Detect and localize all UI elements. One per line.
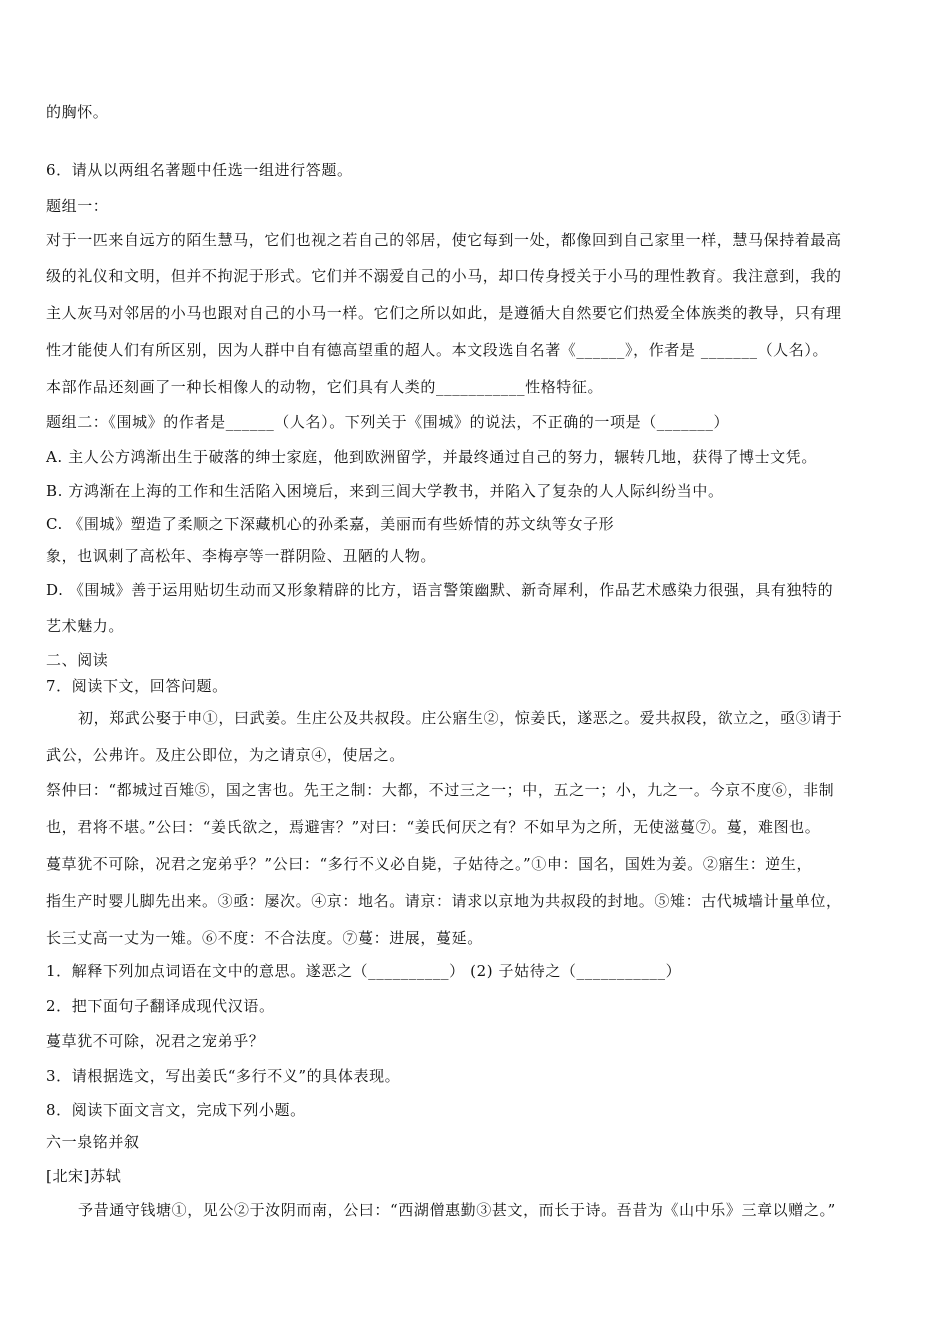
option-c-continued: 象，也讽刺了高松年、李梅亭等一群阴险、丑陋的人物。 bbox=[46, 547, 437, 565]
translation-sentence: 蔓草犹不可除，况君之宠弟乎？ bbox=[46, 1032, 265, 1050]
text-line: 级的礼仪和文明，但并不拘泥于形式。它们并不溺爱自己的小马，却口传身授关于小马的理性教育。我注意到，我的 bbox=[46, 267, 842, 285]
passage-line: 予昔通守钱塘①，见公②于汝阴而南，公曰：“西湖僧惠勤③甚文，而长于诗。吾昔为《山中乐》三章以赠之。” bbox=[78, 1201, 836, 1219]
passage-author: [北宋]苏轼 bbox=[46, 1167, 122, 1185]
text-line: 主人灰马对邻居的小马也跟对自己的小马一样。它们之所以如此，是遵循大自然要它们热爱全体族类的教导，只有理 bbox=[46, 304, 842, 322]
option-d-continued: 艺术魅力。 bbox=[46, 617, 125, 635]
text-line: 性才能使人们有所区别，因为人群中自有德高望重的超人。本文段选自名著《______》，作者是 _______（人名）。 bbox=[46, 341, 829, 359]
option-d: D. 《围城》善于运用贴切生动而又形象精辟的比方，语言警策幽默、新奇犀利，作品艺术感染力很强，具有独特的 bbox=[46, 581, 834, 599]
passage-line: 蔓草犹不可除，况君之宠弟乎？”公曰：“多行不义必自毙，子姑待之。”①申：国名，国姓为姜。②寤生：逆生， bbox=[46, 855, 813, 873]
group-two-question: 题组二：《围城》的作者是______（人名）。下列关于《围城》的说法，不正确的一项是（_______） bbox=[46, 413, 730, 431]
sub-question-1: 1．解释下列加点词语在文中的意思。遂恶之（__________） (2) 子姑待之（___________） bbox=[46, 962, 682, 980]
notes-line: 长三丈高一丈为一雉。⑥不度：不合法度。⑦蔓：进展，蔓延。 bbox=[46, 929, 483, 947]
question-7-title: 7．阅读下文，回答问题。 bbox=[46, 677, 228, 695]
option-b: B. 方鸿渐在上海的工作和生活陷入困境后，来到三闾大学教书，并陷入了复杂的人人际纠纷当中。 bbox=[46, 482, 724, 500]
passage-line: 武公，公弗许。及庄公即位，为之请京④，使居之。 bbox=[46, 746, 405, 764]
passage-line: 也，君将不堪。”公曰：“姜氏欲之，焉避害？”对曰：“姜氏何厌之有？不如早为之所，无使滋蔓⑦。蔓，难图也。 bbox=[46, 818, 821, 836]
question-6-title: 6．请从以两组名著题中任选一组进行答题。 bbox=[46, 161, 353, 179]
passage-line: 初，郑武公娶于申①，曰武姜。生庄公及共叔段。庄公寤生②，惊姜氏，遂恶之。爱共叔段，欲立之，亟③请于 bbox=[78, 709, 843, 727]
text-line: 的胸怀。 bbox=[46, 103, 109, 121]
question-8-title: 8．阅读下面文言文，完成下列小题。 bbox=[46, 1101, 306, 1119]
text-line: 对于一匹来自远方的陌生慧马，它们也视之若自己的邻居，使它每到一处，都像回到自己家里一样，慧马保持着最高 bbox=[46, 231, 842, 249]
option-a: A. 主人公方鸿渐出生于破落的绅士家庭，他到欧洲留学，并最终通过自己的努力，辗转几地，获得了博士文凭。 bbox=[46, 448, 817, 466]
notes-line: 指生产时婴儿脚先出来。③亟：屡次。④京：地名。请京：请求以京地为共叔段的封地。⑤雉：古代城墙计量单位， bbox=[46, 892, 842, 910]
text-line: 本部作品还刻画了一种长相像人的动物，它们具有人类的___________性格特征。 bbox=[46, 378, 604, 396]
sub-question-3: 3．请根据选文，写出姜氏“多行不义”的具体表现。 bbox=[46, 1067, 401, 1085]
passage-title: 六一泉铭并叙 bbox=[46, 1133, 140, 1151]
sub-question-2: 2．把下面句子翻译成现代汉语。 bbox=[46, 997, 275, 1015]
group-one-label: 题组一： bbox=[46, 197, 109, 215]
passage-line: 祭仲曰：“都城过百雉⑤，国之害也。先王之制：大都，不过三之一；中，五之一；小，九之一。今京不度⑥，非制 bbox=[46, 781, 835, 799]
section-heading-reading: 二、阅读 bbox=[46, 651, 109, 669]
option-c: C. 《围城》塑造了柔顺之下深藏机心的孙柔嘉，美丽而有些娇情的苏文纨等女子形 bbox=[46, 515, 615, 533]
